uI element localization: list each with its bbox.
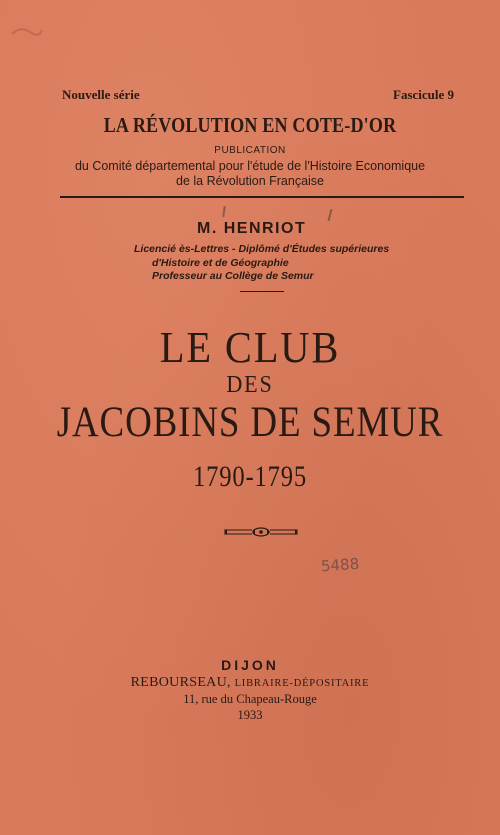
publisher-committee-line1: du Comité départemental pour l'étude de l'Histoire Economique <box>74 159 426 173</box>
imprint-year: 1933 <box>237 708 263 722</box>
imprint-publisher-name: REBOURSEAU, <box>130 675 235 690</box>
pencil-mark <box>222 206 226 217</box>
fascicle-label: Fascicule 9 <box>393 87 455 102</box>
book-title-line3: JACOBINS DE SEMUR <box>56 399 444 446</box>
pencil-mark <box>328 209 333 221</box>
divider-rule <box>60 196 464 198</box>
imprint-city: DIJON <box>221 657 279 673</box>
short-rule <box>240 291 284 292</box>
publication-label: PUBLICATION <box>214 145 286 156</box>
book-title-line1: LE CLUB <box>159 323 341 372</box>
imprint-address: 11, rue du Chapeau-Rouge <box>183 692 317 706</box>
ink-stain <box>10 24 44 40</box>
author-credential: Licencié ès-Lettres - Diplômé d'Études supérieures <box>134 243 390 255</box>
series-label: Nouvelle série <box>62 87 140 102</box>
author-name: M. HENRIOT <box>197 220 307 237</box>
book-dates: 1790-1795 <box>193 460 307 493</box>
handwritten-shelfmark: 5488 <box>320 554 360 576</box>
imprint-publisher <box>0 675 500 691</box>
publisher-committee-line2: de la Révolution Française <box>176 174 324 188</box>
ornament-icon <box>222 525 300 539</box>
collection-title: LA RÉVOLUTION EN COTE-D'OR <box>103 113 397 137</box>
imprint-publisher-role: LIBRAIRE-DÉPOSITAIRE <box>234 678 370 689</box>
author-credential: Professeur au Collège de Semur <box>152 270 314 282</box>
book-title-line2: DES <box>226 372 274 398</box>
author-credential: d'Histoire et de Géographie <box>152 257 289 269</box>
